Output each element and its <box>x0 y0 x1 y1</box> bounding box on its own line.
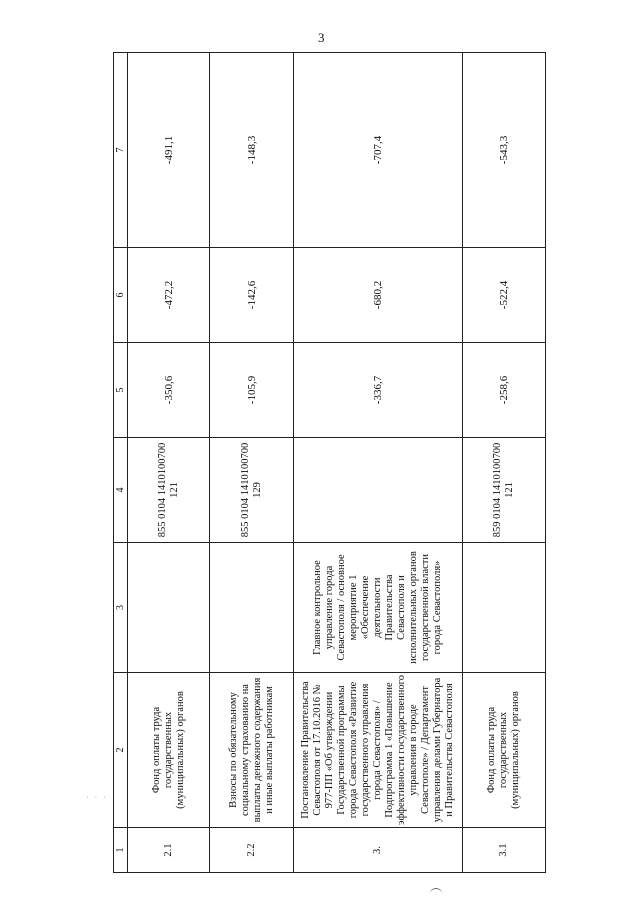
row-name: Постановление Правительства Севастополя от 17.10.2016 № 977-ПП «Об утверждении Государственной программы города Севастополя «Развитие государственного управления города Севастополя» / Подпрограмма 1 «Повышение эффективности государственного управления в городе Севастополе» / Департамент управления делами Губернатора и Правительства Севастополя <box>294 673 463 828</box>
row-code: 855 0104 1410100700 121 <box>128 438 210 543</box>
row-col6: -472,2 <box>128 248 210 343</box>
row-name: Фонд оплаты труда государственных (муниципальных) органов <box>463 673 546 828</box>
row-col7: -148,3 <box>210 53 294 248</box>
header-cell: 4 <box>114 438 128 543</box>
rotated-table-container <box>113 52 546 873</box>
table-row <box>463 53 546 873</box>
row-number: 3. <box>294 828 463 873</box>
row-col5: -336,7 <box>294 343 463 438</box>
header-cell: 1 <box>114 828 128 873</box>
row-col6: -680,2 <box>294 248 463 343</box>
row-code <box>294 438 463 543</box>
row-name: Взносы по обязательному социальному страхованию на выплаты денежного содержания и иные выплаты работникам <box>210 673 294 828</box>
scan-mark <box>430 888 442 897</box>
header-cell: 5 <box>114 343 128 438</box>
row-col7: -707,4 <box>294 53 463 248</box>
row-number: 3.1 <box>463 828 546 873</box>
header-cell: 2 <box>114 673 128 828</box>
row-col5: -258,6 <box>463 343 546 438</box>
row-col7: -543,3 <box>463 53 546 248</box>
row-col6: -142,6 <box>210 248 294 343</box>
row-code: 859 0104 1410100700 121 <box>463 438 546 543</box>
table-row <box>210 53 294 873</box>
row-responsible <box>463 543 546 673</box>
page-number: 3 <box>318 30 325 45</box>
header-cell: 3 <box>114 543 128 673</box>
row-number: 2.1 <box>128 828 210 873</box>
row-col5: -105,9 <box>210 343 294 438</box>
row-name: Фонд оплаты труда государственных (муниципальных) органов <box>128 673 210 828</box>
table-row <box>128 53 210 873</box>
row-number: 2.2 <box>210 828 294 873</box>
scan-specks: · · · <box>86 793 108 802</box>
row-col7: -491,1 <box>128 53 210 248</box>
budget-table <box>113 52 546 873</box>
table-row <box>294 53 463 873</box>
row-responsible <box>128 543 210 673</box>
row-col5: -350,6 <box>128 343 210 438</box>
row-responsible <box>210 543 294 673</box>
header-cell: 7 <box>114 53 128 248</box>
row-responsible: Главное контрольное управление города Севастополя / основное мероприятие 1 «Обеспечение деятельности Правительства Севастополя и исполнительных органов государственной власти города Севастополя» <box>294 543 463 673</box>
row-code: 855 0104 1410100700 129 <box>210 438 294 543</box>
row-col6: -522,4 <box>463 248 546 343</box>
header-row <box>114 53 128 873</box>
header-cell: 6 <box>114 248 128 343</box>
